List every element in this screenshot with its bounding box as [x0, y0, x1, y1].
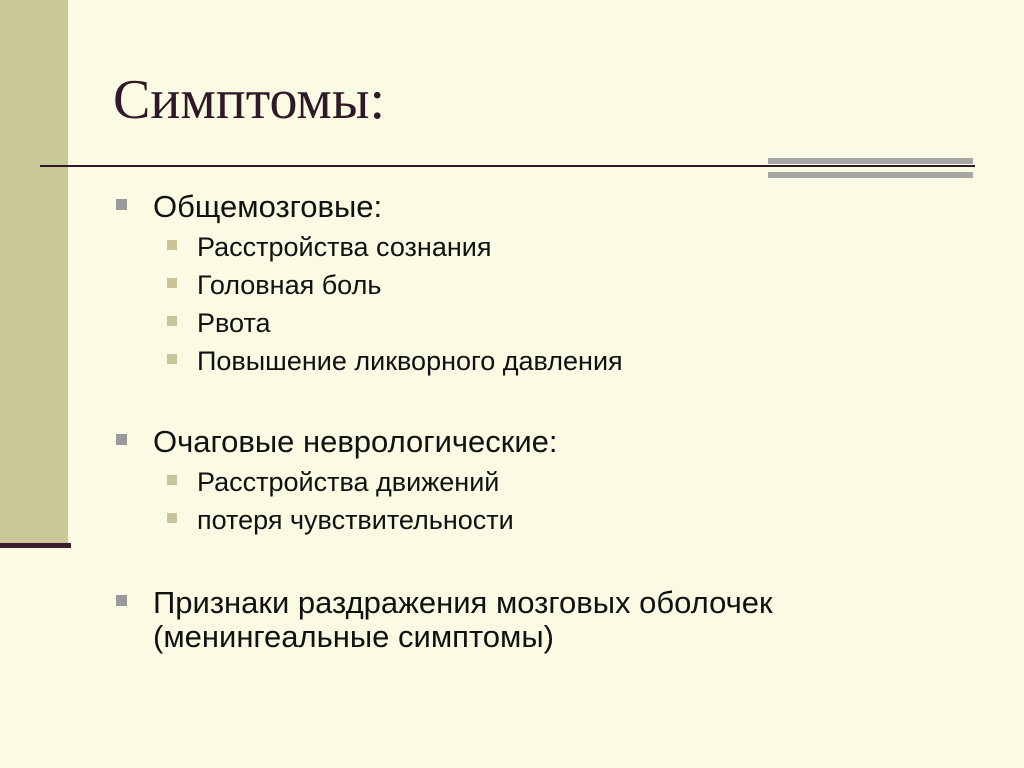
- bullet-item-level2: [197, 466, 499, 498]
- bullet-text-line1: Признаки раздражения мозговых оболочек: [153, 585, 773, 620]
- square-bullet-icon: [167, 316, 177, 326]
- bullet-item-level2: [197, 504, 514, 536]
- bullet-item-level2: [197, 307, 271, 339]
- bullet-text: Очаговые неврологические:: [153, 424, 558, 459]
- bullet-text: Головная боль: [197, 270, 382, 300]
- bullet-text: Расстройства движений: [197, 467, 500, 497]
- bullet-item-level1: [153, 585, 773, 621]
- bullet-item-level1-continuation: [153, 619, 554, 655]
- square-bullet-icon: [116, 434, 127, 445]
- square-bullet-icon: [167, 513, 177, 523]
- square-bullet-icon: [116, 595, 127, 606]
- slide-title: Симптомы:: [113, 69, 386, 131]
- bullet-text: Рвота: [197, 308, 271, 338]
- bullet-text-line2: (менингеальные симптомы): [153, 619, 554, 654]
- square-bullet-icon: [167, 278, 177, 288]
- square-bullet-icon: [116, 199, 127, 210]
- bullet-text: Повышение ликворного давления: [197, 346, 623, 376]
- bullet-item-level1: [153, 189, 382, 225]
- bullet-item-level2: [197, 231, 491, 263]
- bullet-text: потеря чувствительности: [197, 505, 514, 535]
- bullet-item-level2: [197, 269, 381, 301]
- bullet-item-level2: [197, 345, 623, 377]
- bullet-text: Расстройства сознания: [197, 232, 492, 262]
- square-bullet-icon: [167, 354, 177, 364]
- square-bullet-icon: [167, 475, 177, 485]
- bullet-text: Общемозговые:: [153, 189, 383, 224]
- square-bullet-icon: [167, 240, 177, 250]
- bullet-item-level1: [153, 424, 558, 460]
